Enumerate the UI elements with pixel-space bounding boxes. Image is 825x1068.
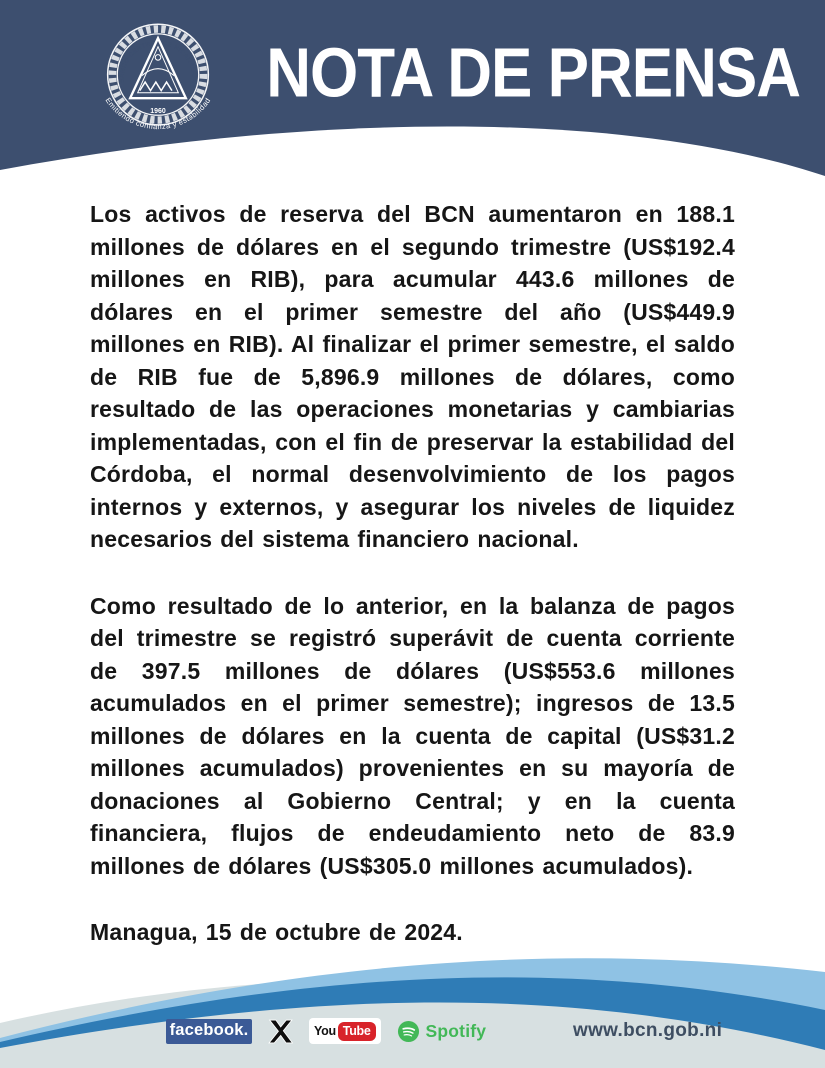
x-twitter-icon[interactable] [268, 1019, 293, 1044]
dateline: Managua, 15 de octubre de 2024. [90, 919, 463, 945]
youtube-icon[interactable] [309, 1018, 381, 1044]
spotify-label: Spotify [425, 1020, 487, 1041]
facebook-icon[interactable] [166, 1019, 252, 1044]
facebook-label: facebook. [169, 1020, 249, 1039]
social-links [166, 1018, 486, 1044]
body-text [0, 198, 825, 983]
seal-year: 1960 [150, 108, 166, 116]
seal-motto: Emitiendo confianza y estabilidad [103, 95, 213, 132]
youtube-you-label: You [314, 1024, 336, 1038]
website-url[interactable]: www.bcn.gob.ni [573, 1020, 723, 1041]
paragraph-reserves: Los activos de reserva del BCN aumentaron en 188.1 millones de dólares en el segundo trimestre (US$192.4 millones en RIB), para acumular 443.6 millones de dólares en el primer semestre del año (US$449.9 millones en RIB). Al finalizar el primer semestre, el saldo de RIB fue de 5,896.9 millones de dólares, como resultado de las operaciones monetarias y cambiarias implementadas, con el fin de preservar la estabilidad del Córdoba, el normal desenvolvimiento de los pagos internos y externos, y asegurar los niveles de liquidez necesarios del sistema financiero nacional. [90, 201, 735, 552]
page-title: NOTA DE PRENSA [266, 35, 800, 113]
youtube-tube-label: Tube [338, 1022, 376, 1041]
footer-swoosh-decoration [0, 920, 825, 1068]
footer [0, 920, 825, 1068]
spotify-icon[interactable] [397, 1020, 487, 1043]
header [0, 0, 825, 198]
header-curve-decoration [0, 106, 825, 198]
spotify-circle-icon [397, 1020, 420, 1043]
seal-bank-name: BANCO CENTRAL DE NICARAGUA [118, 39, 198, 84]
paragraph-balance-of-payments: Como resultado de lo anterior, en la balanza de pagos del trimestre se registró superávit de cuenta corriente de 397.5 millones de dólares (US$553.6 millones acumulados en el primer semestre); ingresos de 13.5 millones de dólares en la cuenta de capital (US$31.2 millones acumulados) provenientes en su mayoría de donaciones al Gobierno Central; y en la cuenta financiera, flujos de endeudamiento neto de 83.9 millones de dólares (US$305.0 millones acumulados). [90, 592, 735, 879]
